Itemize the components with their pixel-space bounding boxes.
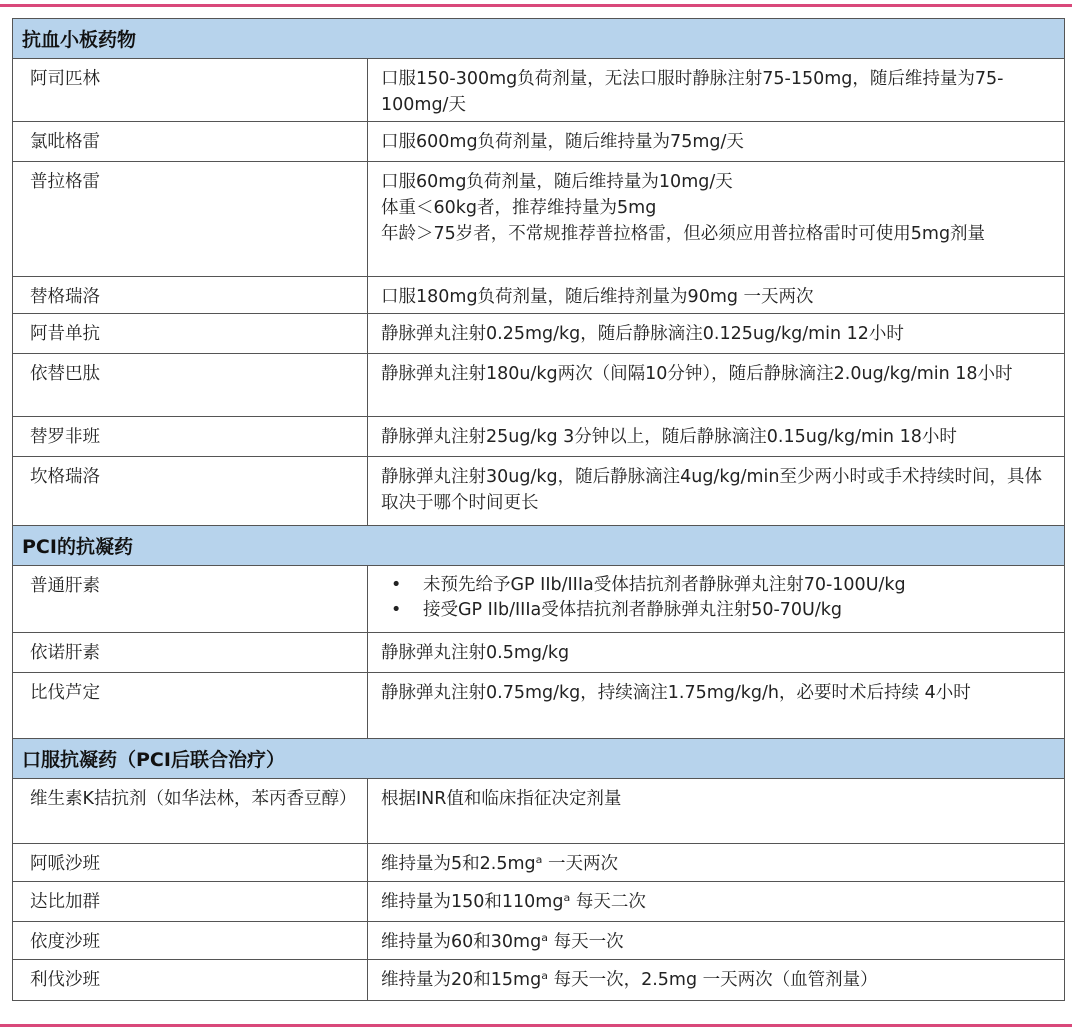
- dosage-cell: [368, 779, 1065, 844]
- table-row: [13, 277, 1065, 314]
- dosage-cell: [368, 314, 1065, 354]
- dosage-cell: [368, 673, 1065, 739]
- dosage-cell: [368, 59, 1065, 122]
- dosage-table: [12, 18, 1065, 1001]
- table-row: [13, 960, 1065, 1001]
- drug-name-cell: 替罗非班: [13, 417, 368, 457]
- dosage-cell: [368, 882, 1065, 922]
- drug-name-cell: 阿昔单抗: [13, 314, 368, 354]
- dosage-text-line: 口服180mg负荷剂量，随后维持剂量为90mg 一天两次: [381, 287, 814, 307]
- bottom-border-line: [0, 1024, 1072, 1027]
- dosage-cell: [368, 960, 1065, 1001]
- dosage-cell: [368, 922, 1065, 960]
- dosage-bullet-item: • 未预先给予GP IIb/IIIa受体拮抗剂者静脉弹丸注射70-100U/kg: [381, 573, 1052, 598]
- dosage-bullet-list: [381, 573, 1052, 623]
- drug-name-cell: 利伐沙班: [13, 960, 368, 1001]
- drug-name-cell: 坎格瑞洛: [13, 457, 368, 526]
- drug-name-cell: 比伐芦定: [13, 673, 368, 739]
- drug-name-cell: 阿哌沙班: [13, 844, 368, 882]
- drug-name-cell: 普通肝素: [13, 566, 368, 633]
- dosage-text-line: 静脉弹丸注射0.5mg/kg: [381, 643, 570, 663]
- section-header: 抗血小板药物: [13, 19, 1065, 59]
- table-row: [13, 844, 1065, 882]
- dosage-text-line: 口服150-300mg负荷剂量，无法口服时静脉注射75-150mg，随后维持量为75-100mg/天: [381, 69, 1004, 115]
- dosage-text-line: 静脉弹丸注射0.25mg/kg，随后静脉滴注0.125ug/kg/min 12小时: [381, 324, 904, 344]
- dosage-text-line: 口服600mg负荷剂量，随后维持量为75mg/天: [381, 132, 744, 152]
- drug-name-cell: 普拉格雷: [13, 162, 368, 277]
- drug-name-cell: 氯吡格雷: [13, 122, 368, 162]
- dosage-text-line: 维持量为20和15mgᵃ 每天一次，2.5mg 一天两次（血管剂量）: [381, 970, 878, 990]
- dosage-text-line: 年龄＞75岁者，不常规推荐普拉格雷，但必须应用普拉格雷时可使用5mg剂量: [381, 224, 986, 244]
- dosage-text-line: 体重＜60kg者，推荐维持量为5mg: [381, 198, 657, 218]
- dosage-cell: [368, 277, 1065, 314]
- drug-name-cell: 依诺肝素: [13, 633, 368, 673]
- dosage-cell: [368, 122, 1065, 162]
- table-row: [13, 314, 1065, 354]
- dosage-cell: [368, 457, 1065, 526]
- table-row: [13, 59, 1065, 122]
- drug-name-cell: 替格瑞洛: [13, 277, 368, 314]
- dosage-cell: [368, 162, 1065, 277]
- dosage-text-line: 根据INR值和临床指征决定剂量: [381, 789, 622, 809]
- top-border-line: [0, 4, 1072, 7]
- drug-name-cell: 阿司匹林: [13, 59, 368, 122]
- section-header: 口服抗凝药（PCI后联合治疗）: [13, 739, 1065, 779]
- table-row: [13, 566, 1065, 633]
- dosage-text-line: 维持量为60和30mgᵃ 每天一次: [381, 932, 624, 952]
- table-row: [13, 122, 1065, 162]
- table-row: [13, 922, 1065, 960]
- dosage-text-line: 维持量为5和2.5mgᵃ 一天两次: [381, 854, 619, 874]
- table-row: [13, 457, 1065, 526]
- dosage-text-line: 静脉弹丸注射180u/kg两次（间隔10分钟），随后静脉滴注2.0ug/kg/min 18小时: [381, 364, 1013, 384]
- table-row: [13, 779, 1065, 844]
- dosage-cell: [368, 844, 1065, 882]
- table-row: [13, 882, 1065, 922]
- dosage-cell: [368, 354, 1065, 417]
- table-row: [13, 633, 1065, 673]
- dosage-text-line: 静脉弹丸注射25ug/kg 3分钟以上，随后静脉滴注0.15ug/kg/min 18小时: [381, 427, 957, 447]
- dosage-text-line: 静脉弹丸注射0.75mg/kg，持续滴注1.75mg/kg/h，必要时术后持续 4小时: [381, 683, 971, 703]
- dosage-cell: [368, 417, 1065, 457]
- drug-name-cell: 维生素K拮抗剂（如华法林，苯丙香豆醇）: [13, 779, 368, 844]
- table-row: [13, 354, 1065, 417]
- dosage-cell: [368, 566, 1065, 633]
- dosage-cell: [368, 633, 1065, 673]
- dosage-text-line: 静脉弹丸注射30ug/kg，随后静脉滴注4ug/kg/min至少两小时或手术持续时间，具体取决于哪个时间更长: [381, 467, 1042, 513]
- table-row: [13, 162, 1065, 277]
- drug-name-cell: 依替巴肽: [13, 354, 368, 417]
- dosage-text-line: 口服60mg负荷剂量，随后维持量为10mg/天: [381, 172, 733, 192]
- drug-name-cell: 达比加群: [13, 882, 368, 922]
- dosage-bullet-item: • 接受GP IIb/IIIa受体拮抗剂者静脉弹丸注射50-70U/kg: [381, 598, 1052, 623]
- table-row: [13, 417, 1065, 457]
- table-row: [13, 673, 1065, 739]
- drug-name-cell: 依度沙班: [13, 922, 368, 960]
- section-header: PCI的抗凝药: [13, 526, 1065, 566]
- dosage-text-line: 维持量为150和110mgᵃ 每天二次: [381, 892, 646, 912]
